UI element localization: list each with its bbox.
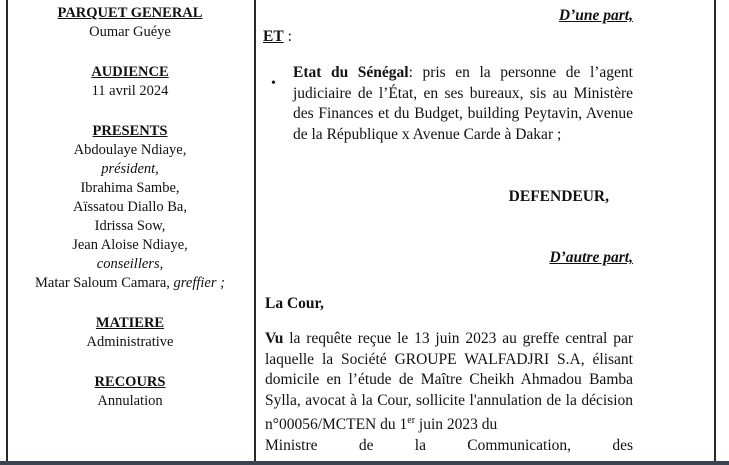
presents-line: Abdoulaye Ndiaye, bbox=[73, 142, 187, 158]
et-label: ET bbox=[263, 28, 284, 45]
presents-line: président, bbox=[101, 161, 159, 177]
audience-section bbox=[10, 63, 250, 101]
presents-section bbox=[10, 122, 250, 293]
et-colon: : bbox=[283, 28, 292, 45]
parquet-title: PARQUET GENERAL bbox=[57, 5, 203, 21]
presents-line-greffier bbox=[10, 274, 250, 293]
dautre-part: D’autre part, bbox=[549, 249, 633, 266]
vu-body-2: juin 2023 du bbox=[415, 416, 498, 434]
parquet-name: Oumar Guéye bbox=[89, 24, 171, 40]
parquet-section bbox=[10, 4, 250, 42]
dune-part: D’une part, bbox=[558, 7, 633, 24]
bullet-dot-icon: • bbox=[271, 76, 276, 91]
vu-last-line: Ministre de la Communication, des bbox=[265, 436, 633, 454]
audience-title: AUDIENCE bbox=[91, 64, 169, 80]
vu-body: la requête reçue le 13 juin 2023 au greffe central par laquelle la Société GROUPE WALFADJRI S.A, élisant domicile en l’étude de Maître Cheikh Ahmadou Bamba Sylla, avocat à la Cour, sollicite l'annulation de la décision n°00056/MCTEN du 1 bbox=[265, 330, 633, 434]
matiere-title: MATIERE bbox=[95, 315, 165, 331]
recours-section bbox=[10, 373, 250, 411]
vu-paragraph bbox=[265, 329, 633, 456]
greffier-name: Matar Saloum Camara, bbox=[35, 275, 170, 291]
recours-value: Annulation bbox=[97, 393, 163, 409]
defendant-details: : pris en la personne de l’agent judiciaire de l’État, en ses bureaux, sis au Ministère des Finances et du Budget, building Peytavin, Avenue de la République x Avenue Carde à Dakar ; bbox=[293, 64, 633, 143]
left-border bbox=[6, 0, 8, 465]
presents-line: Aïssatou Diallo Ba, bbox=[73, 199, 187, 215]
right-border bbox=[714, 0, 716, 465]
greffier-role: greffier ; bbox=[173, 275, 225, 291]
vu-text bbox=[265, 329, 633, 436]
presents-line: Ibrahima Sambe, bbox=[80, 180, 180, 196]
defendeur-label: DEFENDEUR, bbox=[508, 188, 609, 205]
vu-sup: er bbox=[407, 415, 416, 426]
recours-title: RECOURS bbox=[94, 374, 166, 390]
matiere-value: Administrative bbox=[86, 334, 174, 350]
presents-title: PRESENTS bbox=[92, 123, 168, 139]
matiere-section bbox=[10, 314, 250, 352]
et-line bbox=[263, 27, 292, 48]
presents-line: conseillers, bbox=[96, 256, 164, 272]
defendant-name: Etat du Sénégal bbox=[293, 64, 409, 81]
presents-line: Idrissa Sow, bbox=[94, 218, 166, 234]
presents-line: Jean Aloise Ndiaye, bbox=[72, 237, 188, 253]
audience-date: 11 avril 2024 bbox=[91, 83, 169, 99]
defendant-paragraph bbox=[293, 63, 633, 145]
bottom-edge bbox=[0, 461, 729, 465]
case-info-column bbox=[10, 4, 250, 432]
vu-label: Vu bbox=[265, 330, 284, 347]
la-cour-heading: La Cour, bbox=[265, 295, 324, 312]
column-divider bbox=[254, 0, 256, 465]
